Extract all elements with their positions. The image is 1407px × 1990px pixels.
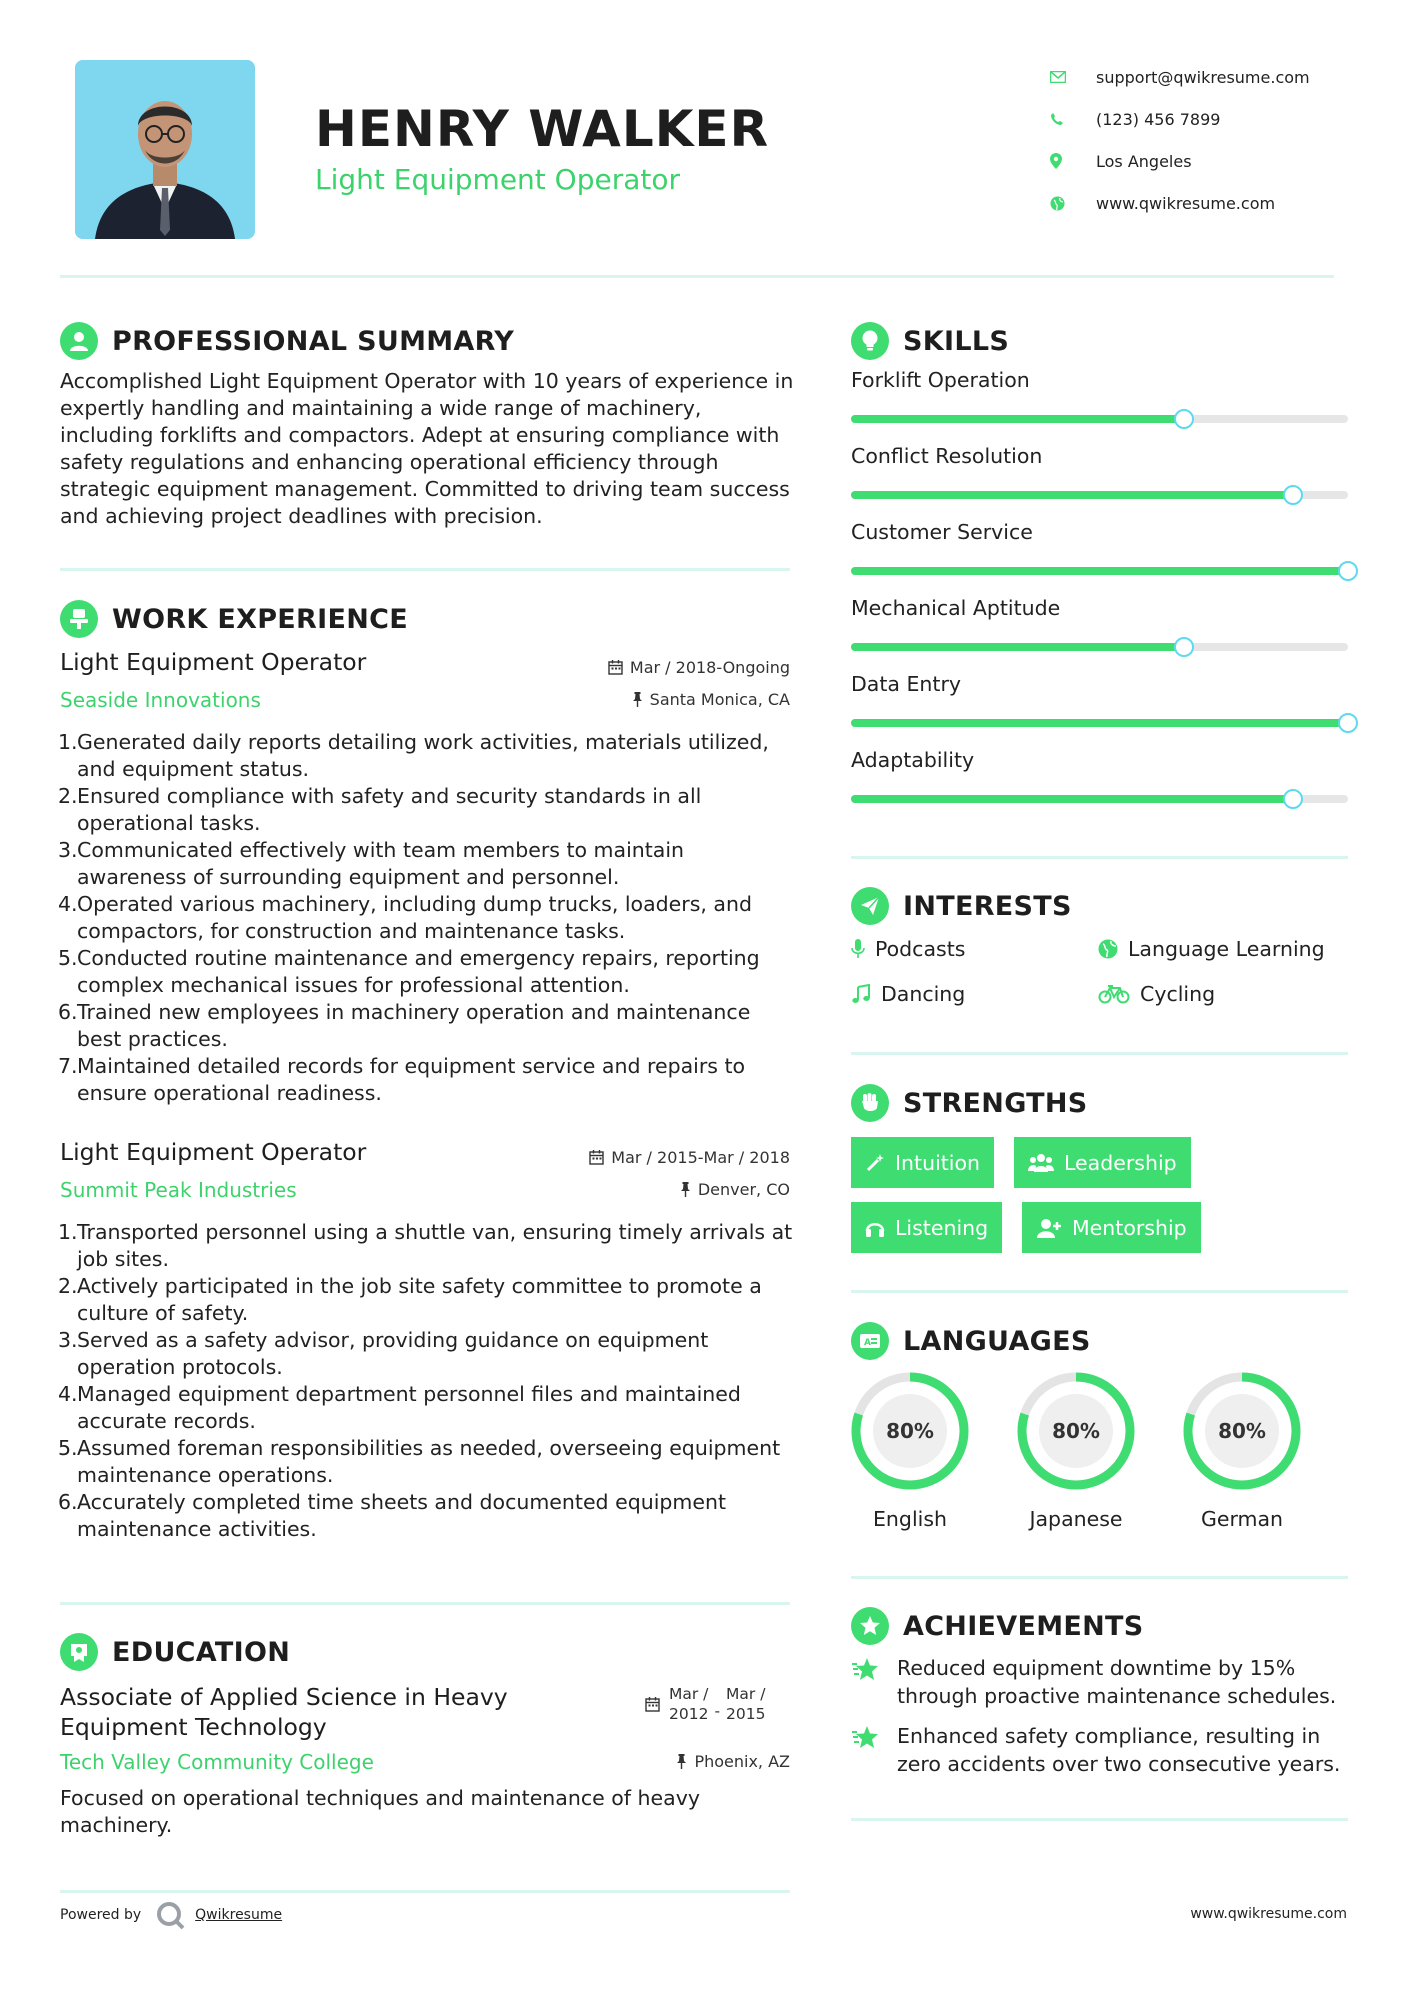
skills-heading [851,322,1009,360]
globe-icon [1098,939,1118,959]
list-item: 2. Actively participated in the job site safety committee to promote a culture of safety. [58,1274,762,1325]
list-item: 4. Operated various machinery, including dump trucks, loaders, and compactors, for construction and maintenance tasks. [58,892,752,943]
interests-divider [851,1052,1348,1055]
education-date-sep: - [714,1702,721,1720]
education-divider [60,1890,790,1893]
skill-bar-fill [851,415,1184,423]
strengths-title: STRENGTHS [903,1087,1088,1119]
candidate-name: HENRY WALKER [315,100,770,158]
skill-bar-fill [851,795,1293,803]
headphones-icon [865,1218,885,1238]
degree-line-2: Equipment Technology [60,1713,327,1741]
skill-bar-knob [1283,485,1303,505]
interest-language-learning [1098,937,1325,961]
list-item: 1. Generated daily reports detailing work activities, materials utilized, and equipment status. [58,730,769,781]
skill-bar [851,795,1348,803]
skill-bar-fill [851,643,1184,651]
list-item: 5. Assumed foreman responsibilities as needed, overseeing equipment maintenance operations. [58,1436,781,1487]
fist-icon [851,1084,889,1122]
interest-cycling [1098,982,1215,1006]
skill-label: Data Entry [851,672,962,696]
list-item: 1. Transported personnel using a shuttle van, ensuring timely arrivals at job sites. [58,1220,793,1271]
interest-dancing-label: Dancing [881,982,966,1006]
language-percent: 80% [1218,1419,1266,1443]
user-icon [60,322,98,360]
footer-website[interactable]: www.qwikresume.com [1190,1906,1347,1922]
skill-bar [851,491,1348,499]
achievement-2-line-1: Enhanced safety compliance, resulting in [897,1724,1321,1748]
bicycle-icon [1098,984,1130,1004]
strength-listening-label: Listening [895,1215,989,1240]
skill-bar [851,643,1348,651]
strength-intuition-label: Intuition [895,1150,981,1175]
job-1-title: Light Equipment Operator [60,648,367,676]
education-date-to-1: Mar / [726,1685,766,1703]
pushpin-icon [680,1182,691,1197]
globe-icon [1050,193,1086,213]
list-item: 6. Accurately completed time sheets and documented equipment maintenance activities. [58,1490,727,1541]
calendar-icon [645,1697,660,1712]
strength-mentorship-label: Mentorship [1072,1215,1187,1240]
education-title: EDUCATION [112,1636,291,1668]
interests-heading [851,887,1072,925]
language-item [1180,1369,1304,1531]
languages-title: LANGUAGES [903,1325,1091,1357]
list-item: 3. Served as a safety advisor, providing guidance on equipment operation protocols. [58,1328,709,1379]
interests-title: INTERESTS [903,890,1072,922]
interest-dancing [851,982,965,1006]
job-2-location [680,1180,790,1199]
contact-email[interactable] [1050,56,1390,98]
degree-title [60,1682,508,1742]
school-name: Tech Valley Community College [60,1750,374,1774]
language-item [1014,1369,1138,1531]
pushpin-icon [676,1754,687,1769]
header-divider [60,275,1334,278]
skills-divider [851,856,1348,859]
strengths-divider [851,1290,1348,1293]
envelope-icon [1050,67,1086,87]
skill-label: Forklift Operation [851,368,1030,392]
contact-location [1050,140,1390,182]
achievement-1-line-2: through proactive maintenance schedules. [897,1684,1337,1708]
list-item: 3. Communicated effectively with team members to maintain awareness of surrounding equipment and personnel. [58,838,685,889]
list-item: 4. Managed equipment department personnel files and maintained accurate records. [58,1382,741,1433]
contact-location-text: Los Angeles [1096,151,1192,171]
users-icon [1028,1153,1054,1173]
interest-podcasts [851,937,965,961]
calendar-icon [589,1150,604,1165]
contact-email-text: support@qwikresume.com [1096,67,1310,87]
job-1-company: Seaside Innovations [60,688,261,712]
contact-website-text: www.qwikresume.com [1096,193,1276,213]
experience-divider [60,1602,790,1605]
language-name: English [872,1507,948,1531]
music-note-icon [851,984,871,1004]
paper-plane-icon [851,887,889,925]
pushpin-icon [632,692,643,707]
calendar-icon [608,660,623,675]
strength-mentorship [1022,1202,1201,1253]
achievements-divider [851,1818,1348,1821]
skill-bar [851,415,1348,423]
strengths-heading [851,1084,1088,1122]
map-pin-icon [1050,151,1086,171]
skill-bar-fill [851,719,1348,727]
job-1-date-text: Mar / 2018-Ongoing [629,658,790,677]
contact-phone-text: (123) 456 7899 [1096,109,1221,129]
language-name: German [1200,1507,1284,1531]
summary-text: Accomplished Light Equipment Operator with 10 years of experience in expertly handling and maintaining a wide range of machinery, including forklifts and compactors. Adept at ensuring compliance with safety regulations and enhancing operational efficiency through strategic equipment management. Committed to driving team success and achieving project deadlines with precision. [60,369,794,528]
summary-title: PROFESSIONAL SUMMARY [112,325,515,357]
strength-intuition [851,1137,994,1188]
strength-leadership [1014,1137,1191,1188]
skill-bar-knob [1338,713,1358,733]
job-2-bullets [58,1219,798,1543]
skill-label: Adaptability [851,748,975,772]
strength-leadership-label: Leadership [1064,1150,1177,1175]
user-plus-icon [1036,1218,1062,1238]
candidate-title: Light Equipment Operator [315,163,680,196]
experience-title: WORK EXPERIENCE [112,603,408,635]
magic-wand-icon [865,1153,885,1173]
graduation-icon [60,1633,98,1671]
qwikresume-link[interactable]: Qwikresume [195,1907,283,1923]
language-percent: 80% [1052,1419,1100,1443]
language-item [848,1369,972,1531]
education-location [676,1752,790,1771]
education-date-to-2: 2015 [726,1705,766,1723]
list-item: 7. Maintained detailed records for equipment service and repairs to ensure operational readiness. [58,1054,746,1105]
contact-phone[interactable] [1050,98,1390,140]
list-item: 6. Trained new employees in machinery operation and maintenance best practices. [58,1000,751,1051]
language-name: Japanese [1029,1507,1123,1531]
skill-bar [851,719,1348,727]
strength-listening [851,1202,1002,1253]
education-date-from-1: Mar / [669,1685,709,1703]
job-2-title: Light Equipment Operator [60,1138,367,1166]
achievements-title: ACHIEVEMENTS [903,1610,1144,1642]
job-1-location-text: Santa Monica, CA [649,690,790,709]
lightbulb-icon [851,322,889,360]
skill-bar-knob [1174,409,1194,429]
list-item: 2. Ensured compliance with safety and security standards in all operational tasks. [58,784,702,835]
phone-icon [1050,109,1086,129]
job-2-location-text: Denver, CO [697,1180,790,1199]
star-icon [851,1722,897,1778]
language-percent: 80% [886,1419,934,1443]
languages-heading [851,1322,1091,1360]
achievements-heading [851,1607,1144,1645]
interest-cycling-label: Cycling [1140,982,1216,1006]
language-card-icon [851,1322,889,1360]
education-location-text: Phoenix, AZ [694,1752,790,1771]
interest-podcasts-label: Podcasts [875,937,966,961]
job-2-date [589,1148,790,1167]
skill-bar-knob [1338,561,1358,581]
contact-website[interactable] [1050,182,1390,224]
interest-language-learning-label: Language Learning [1128,937,1325,961]
skill-bar-knob [1283,789,1303,809]
job-1-bullets [58,729,798,1107]
skill-label: Conflict Resolution [851,444,1043,468]
degree-line-1: Associate of Applied Science in Heavy [60,1683,508,1711]
achievement-2-line-2: zero accidents over two consecutive years. [897,1752,1341,1776]
languages-divider [851,1576,1348,1579]
skill-bar-knob [1174,637,1194,657]
achievement-1-line-1: Reduced equipment downtime by 15% [897,1656,1296,1680]
education-date [645,1684,766,1724]
skill-bar-fill [851,491,1293,499]
skill-label: Customer Service [851,520,1033,544]
achievement-1 [851,1654,1351,1710]
microphone-icon [851,939,865,959]
star-badge-icon [851,1607,889,1645]
experience-heading [60,600,408,638]
star-icon [851,1654,897,1710]
contact-list [1050,56,1390,224]
job-1-location [632,690,790,709]
powered-by-text: Powered by [60,1907,142,1923]
summary-divider [60,568,790,571]
skill-bar-fill [851,567,1348,575]
skill-label: Mechanical Aptitude [851,596,1061,620]
education-date-from-2: 2012 [669,1705,709,1723]
summary-heading [60,322,514,360]
skill-bar [851,567,1348,575]
list-item: 5. Conducted routine maintenance and emergency repairs, reporting complex mechanical issues for professional attention. [58,946,760,997]
footer-powered-by [60,1900,282,1930]
profile-photo [75,60,255,239]
skills-title: SKILLS [903,325,1010,357]
job-2-company: Summit Peak Industries [60,1178,297,1202]
job-2-date-text: Mar / 2015-Mar / 2018 [611,1148,790,1167]
education-heading [60,1633,290,1671]
job-1-date [608,658,790,677]
achievement-2 [851,1722,1351,1778]
education-text: Focused on operational techniques and maintenance of heavy machinery. [60,1786,700,1837]
briefcase-icon [60,600,98,638]
svg-text:A: A [864,1338,871,1348]
qwikresume-logo-icon [155,1900,185,1930]
